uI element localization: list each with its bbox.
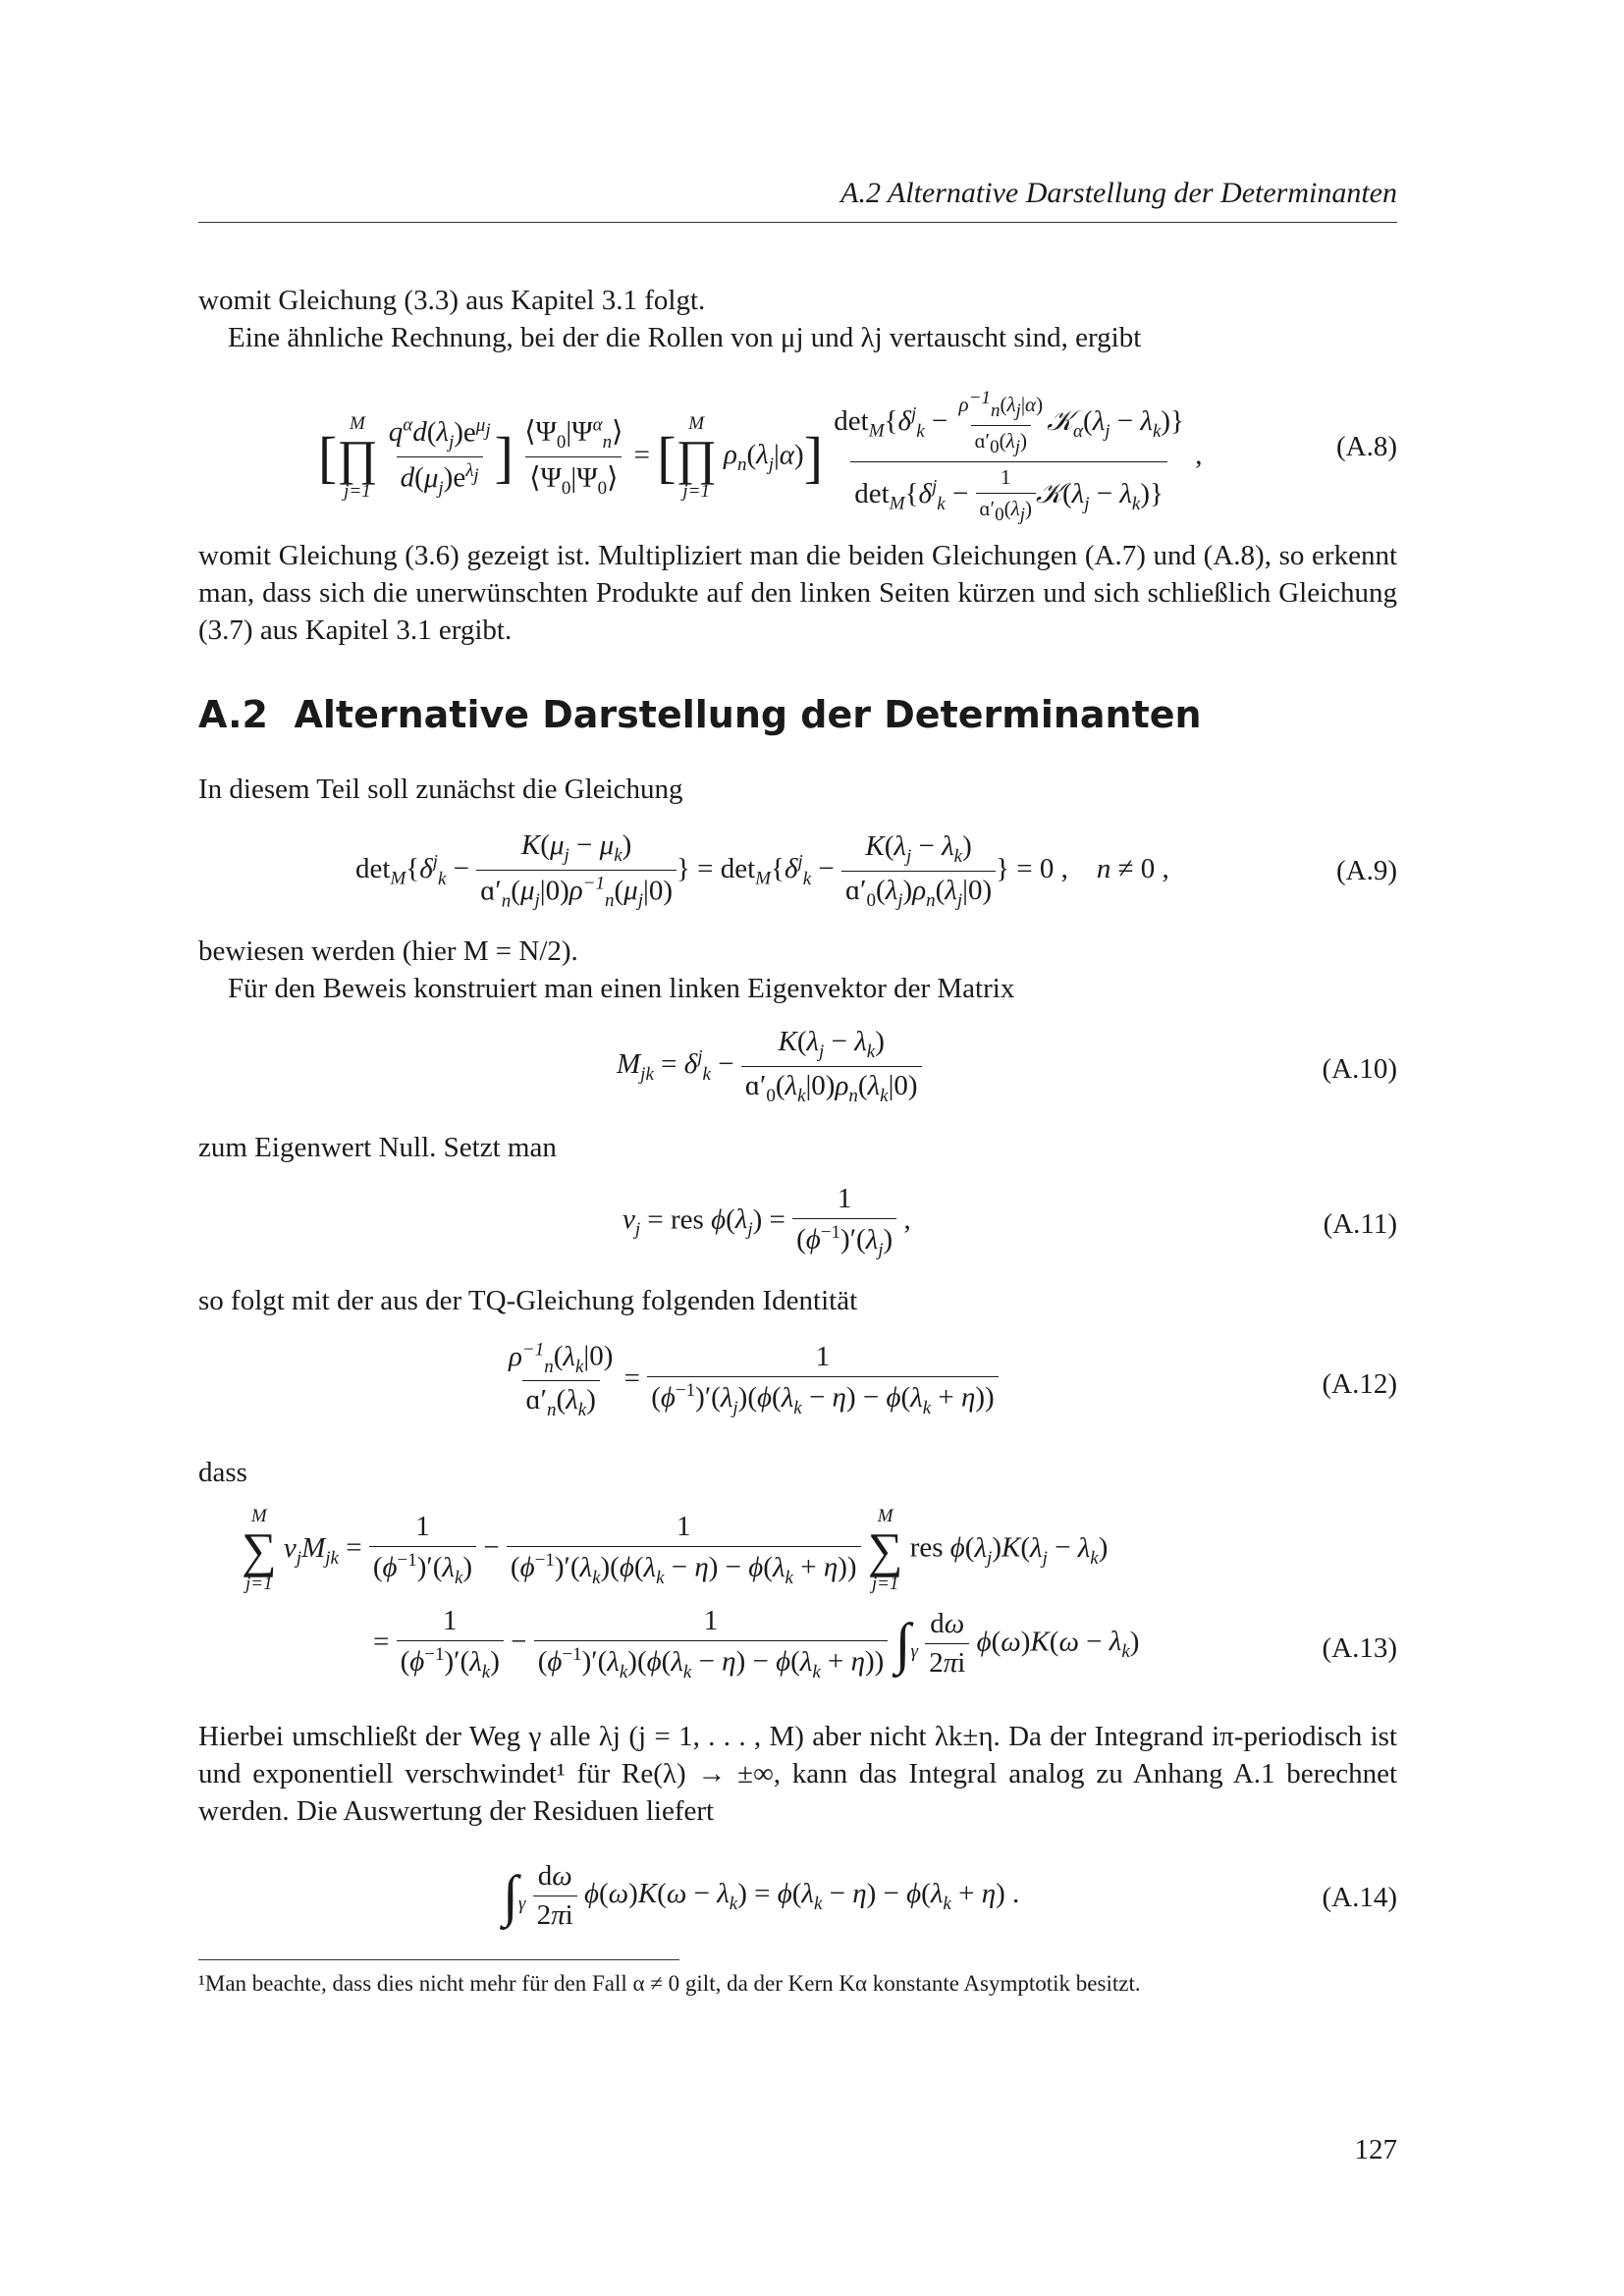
- equation-a10-body: $M_{jk} = \delta^j_k$ − $\frac{K(\lambda_j - \lambda_k)}{ɑ'_0(\lambda_k|0)\rho_n(\lambda_k|0)}$: [617, 1026, 922, 1107]
- paragraph-6: Für den Beweis konstruiert man einen linken Eigenvektor der Matrix: [228, 973, 1015, 1004]
- equation-a8: [198, 388, 1397, 526]
- equation-number-a14: (A.14): [1322, 1882, 1397, 1913]
- equation-a12-body: $\frac{\rho^{-1}_n(\lambda_k|0)}{ɑ'_n(\lambda_k)}$ = $\frac{1}{(\phi^{-1})'(\lambda_j)(\phi(\lambda_k - \eta) - \phi(\lambda_k + \eta))}$: [505, 1339, 999, 1421]
- equation-a12: [198, 1339, 1397, 1427]
- equation-a8-body: [ M ∏ j=1 $\frac{q^\alpha d(\lambda_j)e^{\mu_j}}{d(\mu_j)e^{\lambda_j}}$ ] $\frac{⟨\Psi_0|\Psi^\alpha_n⟩}{⟨\Psi_0|\Psi_0⟩}$ = [ M ∏ j=1 $\rho_n(\lambda_j|\alpha)$] $\det_M\{\delta^j_k$ − $\frac{\rho^{-1}_n(\lambda_j|\alpha)}{ɑ'_0(\lambda_j)}$ $𝒦_\alpha(\lambda_j - \lambda_k)$} $\det_M\{\delta^j_k$ − $\frac{1}{ɑ'_0(\lambda_j)}$ $𝒦(\lambda_j - \lambda_k)$} ,: [318, 388, 1203, 526]
- equation-number-a13: (A.13): [1322, 1632, 1397, 1664]
- paragraph-9: dass: [198, 1457, 247, 1488]
- equation-a14: [198, 1860, 1397, 1939]
- running-header: A.2 Alternative Darstellung der Determinanten: [840, 177, 1397, 209]
- equation-number-a12: (A.12): [1322, 1368, 1397, 1400]
- section-number: A.2: [198, 693, 268, 736]
- equation-number-a11: (A.11): [1323, 1208, 1397, 1240]
- paragraph-4: In diesem Teil soll zunächst die Gleichung: [198, 774, 683, 805]
- equation-number-a10: (A.10): [1322, 1053, 1397, 1085]
- equation-a14-body: $\int_\gamma$ $\frac{d\omega}{2\pi i}$ $\phi(\omega)K(\omega - \lambda_k) = \phi(\lambda_k - \eta) - \phi(\lambda_k + \eta)$ .: [503, 1860, 1020, 1931]
- page-number: 127: [1354, 2134, 1397, 2165]
- paragraph-5: bewiesen werden (hier M = N/2).: [198, 935, 578, 967]
- header-rule: [198, 222, 1397, 223]
- footnote: ¹Man beachte, dass dies nicht mehr für den Fall α ≠ 0 gilt, da der Kern Kα konstante Asymptotik besitzt.: [198, 1971, 1141, 1996]
- equation-a11-body: $v_j$ = res $\phi(\lambda_j)$ = $\frac{1}{(\phi^{-1})'(\lambda_j)}$ ,: [623, 1183, 911, 1260]
- equation-a9-body: $\det_M\{\delta^j_k$ − $\frac{K(\mu_j - \mu_k)}{ɑ'_n(\mu_j|0)\rho^{-1}_n(\mu_j|0)}$ } = $\det_M\{\delta^j_k$ − $\frac{K(\lambda_j - \lambda_k)}{ɑ'_0(\lambda_j)\rho_n(\lambda_j|0)}$ } = 0 , n ≠ 0 ,: [355, 829, 1169, 912]
- paragraph-7: zum Eigenwert Null. Setzt man: [198, 1132, 557, 1163]
- equation-a11: [198, 1183, 1397, 1261]
- paragraph-3: womit Gleichung (3.6) gezeigt ist. Multipliziert man die beiden Gleichungen (A.7) und (A.8), so erkennt man, dass sich die unerwünschten Produkte auf den linken Seiten kürzen und sich schließlich Gleichung (3.7) aus Kapitel 3.1 ergibt.: [198, 540, 1397, 646]
- section-heading: [198, 693, 1202, 736]
- equation-number-a9: (A.9): [1335, 855, 1397, 886]
- equation-a10: [198, 1026, 1397, 1104]
- paragraph-10: Hierbei umschließt der Weg γ alle λj (j = 1, . . . , M) aber nicht λk±η. Da der Integrand iπ-periodisch ist und exponentiell verschwindet¹ für Re(λ) → ±∞, kann das Integral analog zu Anhang A.1 berechnet werden. Die Auswertung der Residuen liefert: [198, 1721, 1397, 1827]
- equation-a13-line1: M ∑ j=1 $v_jM_{jk}$ = $\frac{1}{(\phi^{-1})'(\lambda_k)}$ − $\frac{1}{(\phi^{-1})'(\lambda_k)(\phi(\lambda_k - \eta) - \phi(\lambda_k + \eta))}$ M ∑ j=1 res $\phi(\lambda_j)K(\lambda_j - \lambda_k)$: [242, 1506, 1109, 1594]
- equation-number-a8: (A.8): [1335, 431, 1397, 462]
- footnote-rule: [198, 1959, 679, 1960]
- paragraph-2: Eine ähnliche Rechnung, bei der die Rollen von μj und λj vertauscht sind, ergibt: [228, 322, 1142, 353]
- equation-a13-line2: = $\frac{1}{(\phi^{-1})'(\lambda_k)}$ − $\frac{1}{(\phi^{-1})'(\lambda_k)(\phi(\lambda_k - \eta) - \phi(\lambda_k + \eta))}$ $\int_\gamma$ $\frac{d\omega}{2\pi i}$ $\phi(\omega)K(\omega - \lambda_k)$: [373, 1605, 1140, 1682]
- section-title: Alternative Darstellung der Determinanten: [294, 693, 1202, 736]
- paragraph-8: so folgt mit der aus der TQ-Gleichung folgenden Identität: [198, 1285, 858, 1316]
- equation-a13: [198, 1507, 1397, 1693]
- paragraph-1: womit Gleichung (3.3) aus Kapitel 3.1 folgt.: [198, 285, 706, 316]
- equation-a9: [198, 829, 1397, 912]
